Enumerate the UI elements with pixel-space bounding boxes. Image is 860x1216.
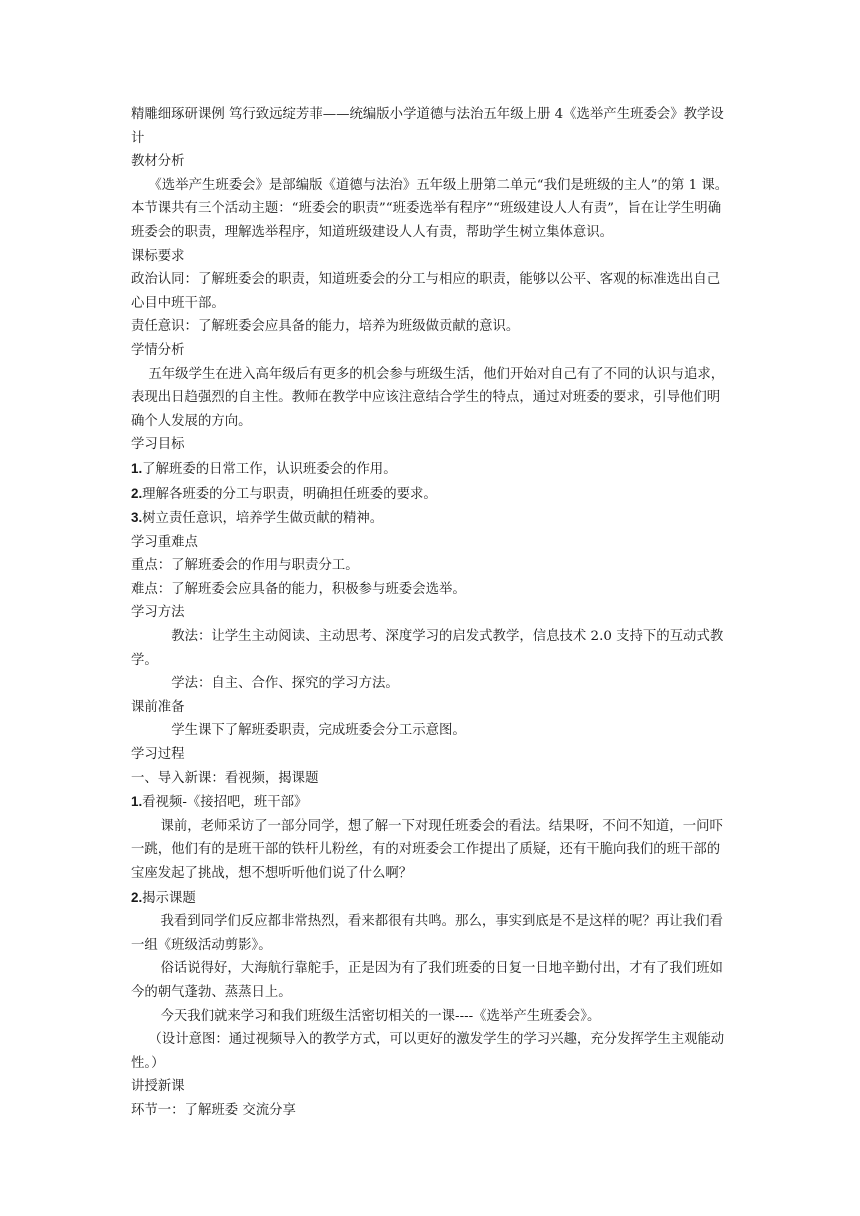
heading-textbook-analysis: 教材分析 [131,154,185,170]
paragraph-key-point: 重点：了解班委会的作用与职责分工。 [131,558,359,574]
paragraph-design-intent: （设计意图：通过视频导入的教学方式，可以更好的激发学生的学习兴趣，充分发挥学生主观能动性。） [131,1032,725,1071]
paragraph-learning-method: 学法：自主、合作、探究的学习方法。 [171,676,399,692]
paragraph-political-identity: 政治认同：了解班委会的职责，知道班委会的分工与相应的职责，能够以公平、客观的标准选出自己心目中班干部。 [131,272,721,311]
goal-number: 2. [131,485,143,501]
heading-learning-process: 学习过程 [131,747,185,763]
document-title: 精雕细琢研课例 笃行致远绽芳菲——统编版小学道德与法治五年级上册 4《选举产生班委会》教学设计 [131,107,724,146]
step-reveal-topic [131,886,731,911]
heading-learning-methods: 学习方法 [131,605,185,621]
paragraph-student-analysis: 五年级学生在进入高年级后有更多的机会参与班级生活，他们开始对自己有了不同的认识与追求，表现出日趋强烈的自主性。教师在教学中应该注意结合学生的特点，通过对班委的要求，引导他们明确个人发展的方向。 [131,366,725,429]
heading-preparation: 课前准备 [131,699,185,715]
goal-text: 了解班委的日常工作，认识班委会的作用。 [142,461,397,477]
heading-new-lesson: 讲授新课 [131,1079,185,1095]
heading-key-points: 学习重难点 [131,534,198,550]
goal-item [131,506,731,531]
paragraph-responsibility: 责任意识：了解班委会应具备的能力，培养为班级做贡献的意识。 [131,319,520,335]
goal-number: 1. [131,460,143,476]
paragraph-segment-one: 环节一：了解班委 交流分享 [131,1102,296,1118]
step-text: 揭示课题 [142,890,196,906]
heading-student-analysis: 学情分析 [131,342,185,358]
goal-item [131,482,731,507]
goal-text: 理解各班委的分工与职责，明确担任班委的要求。 [142,486,437,502]
step-watch-video [131,790,731,815]
heading-curriculum-requirements: 课标要求 [131,248,185,264]
paragraph-textbook-analysis: 《选举产生班委会》是部编版《道德与法治》五年级上册第二单元“我们是班级的主人”的第 1 课。本节课共有三个活动主题：“班委会的职责”“班委选举有程序”“班级建设人人有责”，旨在让学生明确班委会的职责，理解选举程序，知道班级建设人人有责，帮助学生树立集体意识。 [131,177,729,240]
paragraph-difficult-point: 难点：了解班委会应具备的能力，积极参与班委会选举。 [131,581,466,597]
step-introduction: 一、导入新课：看视频，揭课题 [131,770,319,786]
goal-item [131,457,731,482]
paragraph-preparation: 学生课下了解班委职责，完成班委会分工示意图。 [171,723,466,739]
step-text: 看视频-《接招吧，班干部》 [142,795,308,811]
paragraph-video-intro: 课前，老师采访了一部分同学，想了解一下对现任班委会的看法。结果呀，不问不知道，一问吓一跳，他们有的是班干部的铁杆儿粉丝，有的对班委会工作提出了质疑，还有干脆向我们的班干部的宝座发起了挑战，想不想听听他们说了什么啊？ [131,818,723,881]
step-number: 1. [131,794,143,810]
paragraph-reveal-1: 我看到同学们反应都非常热烈，看来都很有共鸣。那么，事实到底是不是这样的呢？再让我们看一组《班级活动剪影》。 [131,914,723,953]
paragraph-teaching-method: 教法：让学生主动阅读、主动思考、深度学习的启发式教学，信息技术 2.0 支持下的互动式教学。 [131,629,724,668]
step-number: 2. [131,889,143,905]
heading-learning-goals: 学习目标 [131,437,185,453]
paragraph-reveal-3: 今天我们就来学习和我们班级生活密切相关的一课----《选举产生班委会》。 [160,1008,601,1024]
paragraph-reveal-2: 俗话说得好，大海航行靠舵手，正是因为有了我们班委的日复一日地辛勤付出，才有了我们班如今的朝气蓬勃、蒸蒸日上。 [131,961,723,1000]
document-body [131,103,731,1123]
goal-number: 3. [131,510,143,526]
goal-text: 树立责任意识，培养学生做贡献的精神。 [142,511,384,527]
